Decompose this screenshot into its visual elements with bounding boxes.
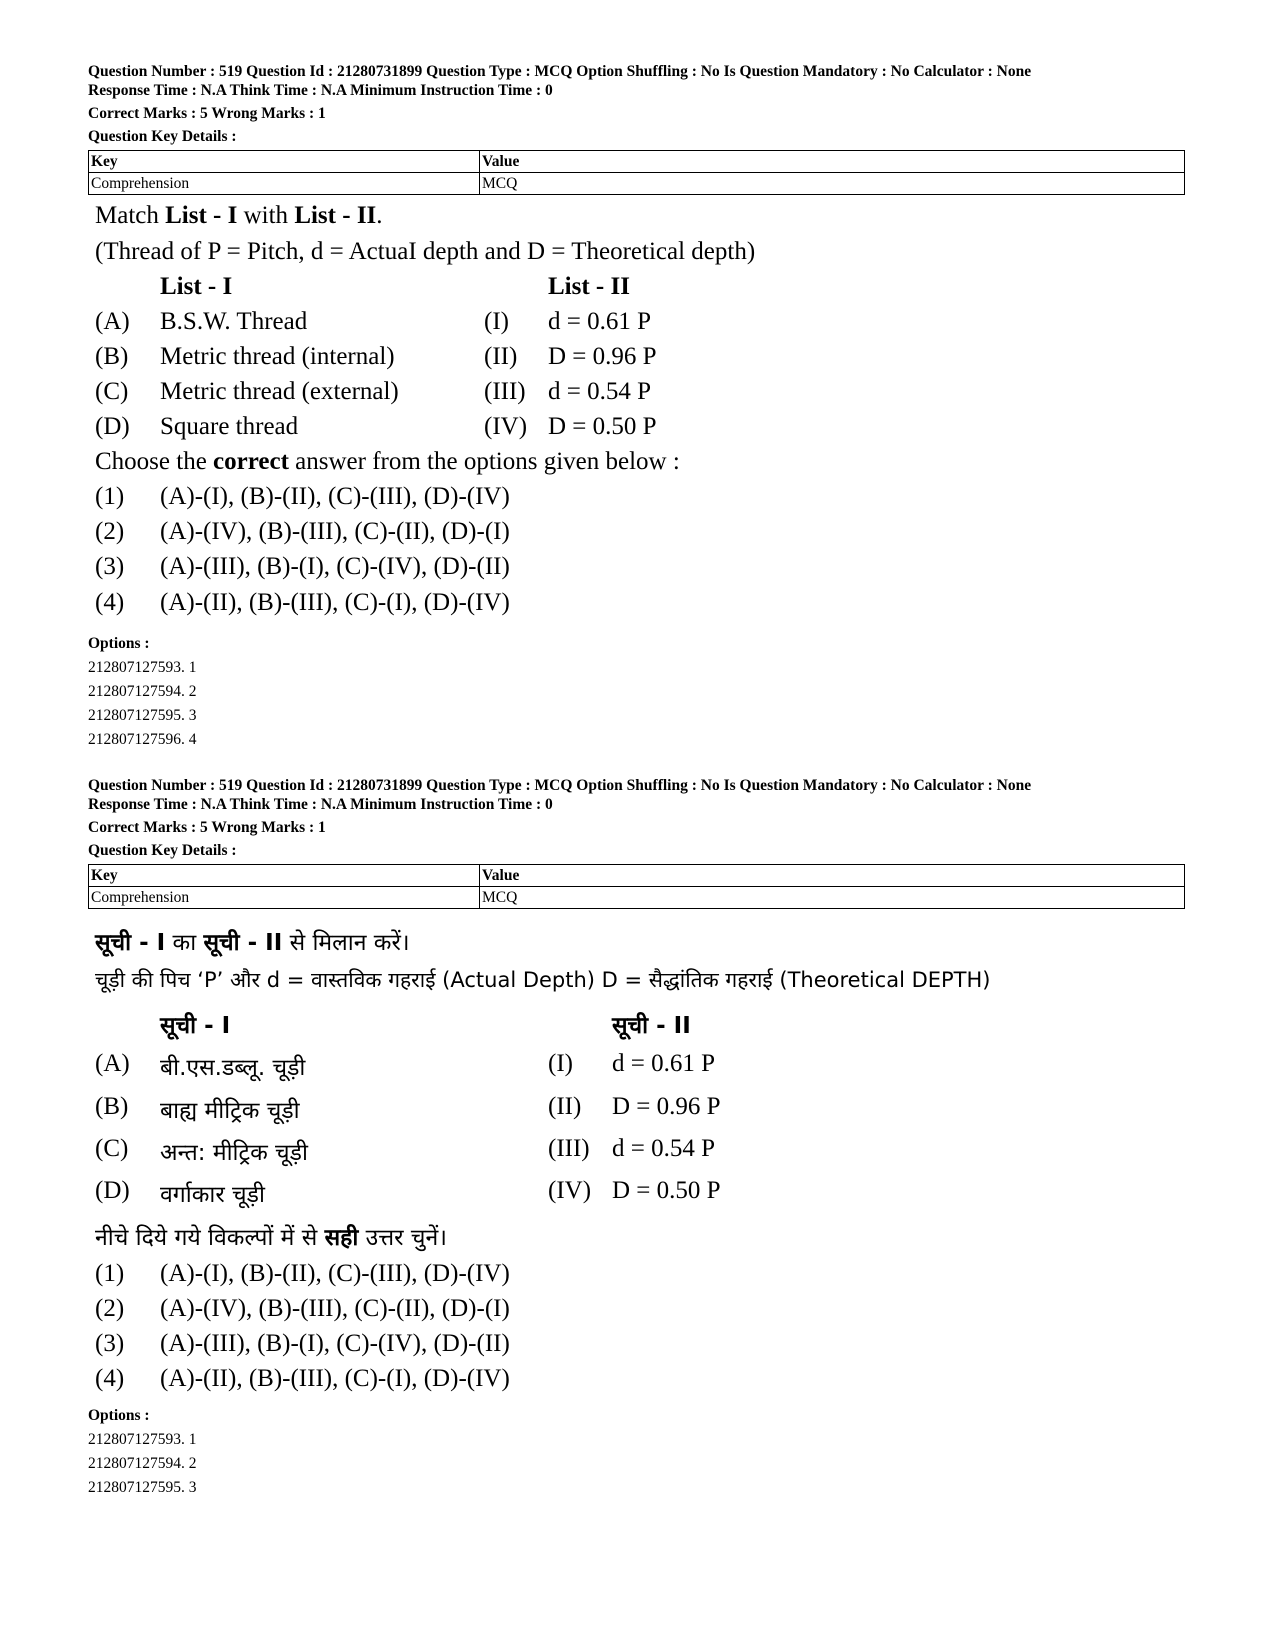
answer-num: (3) [95,553,125,580]
options-list-2 [88,1404,1188,1500]
list-letter: (C) [95,378,129,405]
list-roman: (I) [548,1050,573,1077]
list-roman: (I) [484,308,509,335]
list-letter: (A) [95,1050,130,1077]
choose-instruction: नीचे दिये गये विकल्पों में से सही उत्तर चुनें। [95,1225,447,1251]
list-letter: (B) [95,1093,129,1120]
list-letter: (D) [95,413,130,440]
list2-header: सूची - II [612,1013,691,1039]
table-header-row [89,865,1185,887]
answer-text: (A)-(III), (B)-(I), (C)-(IV), (D)-(II) [160,1330,510,1357]
list-letter: (C) [95,1135,129,1162]
list1-header: List - I [160,273,233,300]
key-details-table [88,864,1185,909]
list-value: D = 0.50 P [612,1177,721,1204]
question-title: सूची - I का सूची - II से मिलान करें। [95,930,410,956]
options-list-1 [88,632,1188,752]
list-letter: (A) [95,308,130,335]
table-cell-value: MCQ [480,887,1185,909]
option-id: 212807127596. 4 [88,731,197,748]
list-roman: (III) [548,1135,590,1162]
list-roman: (IV) [548,1177,592,1204]
list-roman: (II) [484,343,518,370]
list-item: B.S.W. Thread [160,308,308,335]
question-subtitle: (Thread of P = Pitch, d = ActuaI depth and D = Theoretical depth) [95,238,756,265]
answer-num: (2) [95,518,125,545]
option-id: 212807127595. 3 [88,1479,197,1496]
list-item: अन्त: मीट्रिक चूड़ी [160,1140,308,1166]
answer-text: (A)-(II), (B)-(III), (C)-(I), (D)-(IV) [160,1365,510,1392]
answer-text: (A)-(II), (B)-(III), (C)-(I), (D)-(IV) [160,589,510,616]
option-id: 212807127595. 3 [88,707,197,724]
list-letter: (B) [95,343,129,370]
table-row [89,173,1185,195]
table-header-row [89,151,1185,173]
answer-text: (A)-(I), (B)-(II), (C)-(III), (D)-(IV) [160,1260,510,1287]
option-id: 212807127594. 2 [88,683,197,700]
list-roman: (II) [548,1093,582,1120]
list-item: Metric thread (external) [160,378,399,405]
answer-num: (4) [95,589,125,616]
list-roman: (IV) [484,413,528,440]
choose-instruction: Choose the correct answer from the options given below : [95,448,680,475]
question-title: Match List - I with List - II. [95,202,383,229]
key-details-label: Question Key Details : [88,842,237,859]
answer-text: (A)-(III), (B)-(I), (C)-(IV), (D)-(II) [160,553,510,580]
answer-text: (A)-(IV), (B)-(III), (C)-(II), (D)-(I) [160,518,510,545]
options-label: Options : [88,635,150,652]
question-subtitle: चूड़ी की पिच ‘P’ और d = वास्तविक गहराई (Actual Depth) D = सैद्धांतिक गहराई (Theoretical DEPTH) [95,968,991,992]
marks-line: Correct Marks : 5 Wrong Marks : 1 [88,105,326,122]
table-row [89,887,1185,909]
options-label: Options : [88,1407,150,1424]
list-item: बी.एस.डब्लू. चूड़ी [160,1055,306,1081]
answer-num: (4) [95,1365,125,1392]
question-meta-line1: Question Number : 519 Question Id : 21280731899 Question Type : MCQ Option Shuffling : No Is Question Mandatory : No Calculator : None [88,777,1032,794]
marks-line: Correct Marks : 5 Wrong Marks : 1 [88,819,326,836]
table-header-key: Key [89,151,480,173]
answer-num: (2) [95,1295,125,1322]
list-item: Metric thread (internal) [160,343,395,370]
list-value: d = 0.54 P [548,378,652,405]
list-value: D = 0.96 P [612,1093,721,1120]
answer-num: (3) [95,1330,125,1357]
answer-num: (1) [95,483,125,510]
question-meta-line2: Response Time : N.A Think Time : N.A Minimum Instruction Time : 0 [88,796,553,813]
list-value: d = 0.54 P [612,1135,716,1162]
answer-num: (1) [95,1260,125,1287]
option-id: 212807127594. 2 [88,1455,197,1472]
answer-text: (A)-(I), (B)-(II), (C)-(III), (D)-(IV) [160,483,510,510]
table-cell-value: MCQ [480,173,1185,195]
list-letter: (D) [95,1177,130,1204]
list-item: Square thread [160,413,299,440]
table-cell-key: Comprehension [89,173,480,195]
list-roman: (III) [484,378,526,405]
option-id: 212807127593. 1 [88,1431,197,1448]
question-block-1 [88,62,1188,195]
question-meta-line1: Question Number : 519 Question Id : 21280731899 Question Type : MCQ Option Shuffling : No Is Question Mandatory : No Calculator : None [88,63,1032,80]
table-header-value: Value [480,865,1185,887]
list-value: D = 0.50 P [548,413,657,440]
option-id: 212807127593. 1 [88,659,197,676]
table-header-value: Value [480,151,1185,173]
table-header-key: Key [89,865,480,887]
question-meta-line2: Response Time : N.A Think Time : N.A Minimum Instruction Time : 0 [88,82,553,99]
list-value: D = 0.96 P [548,343,657,370]
list-item: वर्गाकार चूड़ी [160,1182,265,1208]
answer-text: (A)-(IV), (B)-(III), (C)-(II), (D)-(I) [160,1295,510,1322]
list-value: d = 0.61 P [612,1050,716,1077]
list2-header: List - II [548,273,630,300]
list-value: d = 0.61 P [548,308,652,335]
key-details-label: Question Key Details : [88,128,237,145]
list1-header: सूची - I [160,1013,231,1039]
list-item: बाह्य मीट्रिक चूड़ी [160,1098,300,1124]
question-block-2 [88,776,1188,909]
key-details-table [88,150,1185,195]
table-cell-key: Comprehension [89,887,480,909]
